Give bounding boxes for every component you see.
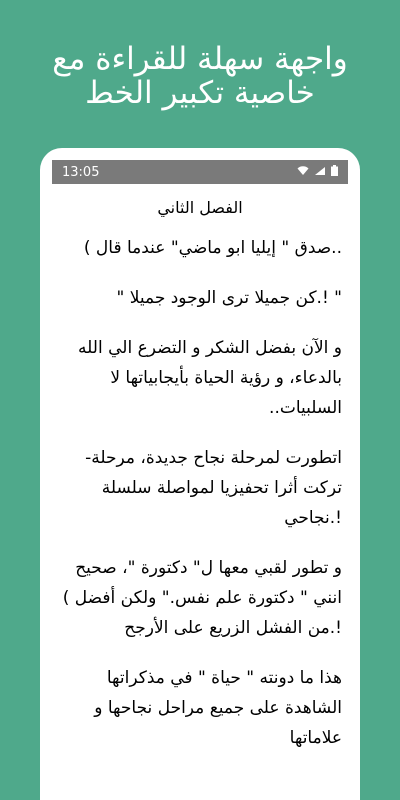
paragraph-2: " !.كن جميلا ترى الوجود جميلا " <box>116 288 342 308</box>
status-bar <box>52 160 348 184</box>
paragraph-6: هذا ما دونته " حياة " في مذكراتها الشاهدة على جميع مراحل نجاحها و علاماتها <box>94 668 342 748</box>
promo-headline-line1: واجهة سهلة للقراءة مع <box>52 41 348 77</box>
chapter-title: الفصل الثاني <box>157 198 243 217</box>
paragraph-3: و الآن بفضل الشكر و التضرع الي الله بالدعاء، و رؤية الحياة بأيجابياتها لا السلبيات.. <box>78 338 342 418</box>
paragraph-4: اتطورت لمرحلة نجاح جديدة، مرحلة- تركت أثرا تحفيزيا لمواصلة سلسلة !.نجاحي <box>85 448 342 528</box>
signal-icon <box>314 165 326 180</box>
phone-mockup <box>40 148 360 800</box>
wifi-icon <box>297 165 309 180</box>
status-icons <box>297 165 338 180</box>
paragraph-5: و تطور لقبي معها ل" دكتورة "، صحيح انني " دكتورة علم نفس." ولكن أفضل ) !.من الفشل الزريع على الأرجح <box>62 558 342 638</box>
reader-content[interactable] <box>52 184 348 800</box>
battery-icon <box>331 165 338 180</box>
status-time: 13:05 <box>62 164 100 180</box>
paragraph-1: ..صدق " إيليا ابو ماضي" عندما قال ) <box>83 238 342 258</box>
promo-headline-line2: خاصية تكبير الخط <box>85 75 315 111</box>
promo-headline <box>0 42 400 110</box>
